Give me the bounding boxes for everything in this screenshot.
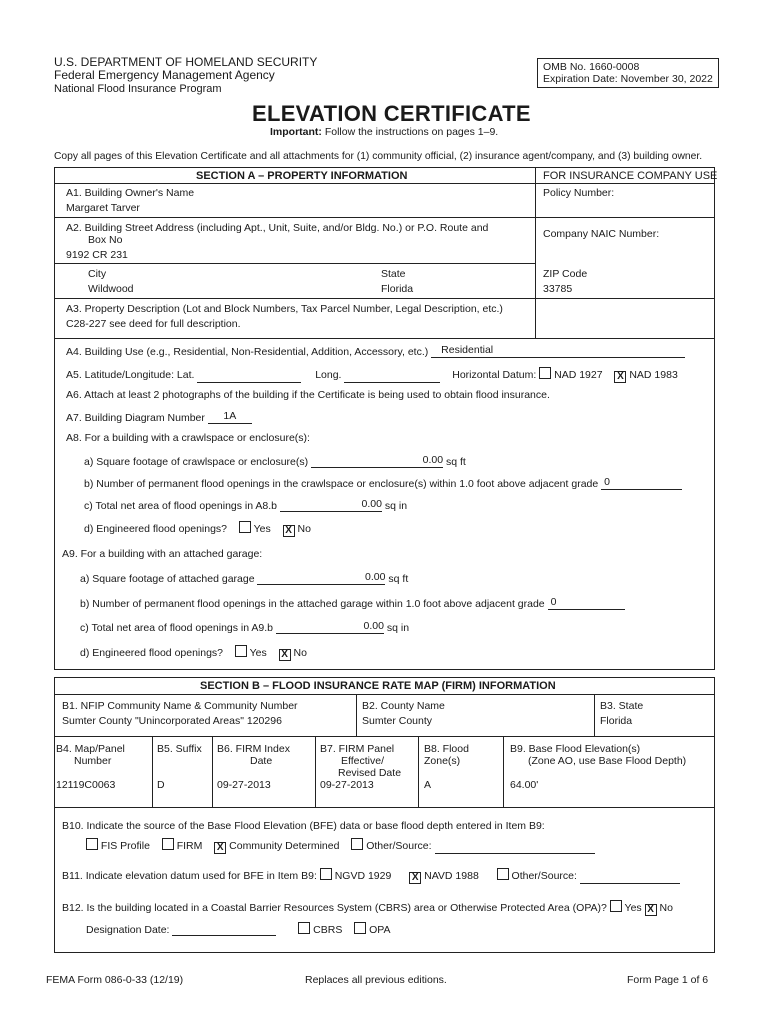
b8-b9-divider <box>503 736 504 807</box>
a9d-yes-label: Yes <box>249 647 267 659</box>
a9b-label: b) Number of permanent flood openings in the attached garage within 1.0 foot above adjacent grade <box>80 598 545 610</box>
a8b-value: 0 <box>604 476 610 488</box>
b8-label: B8. Flood <box>424 743 469 755</box>
important-label: Important: <box>270 126 322 138</box>
a8a-label: a) Square footage of crawlspace or enclosure(s) <box>84 456 309 468</box>
important-text: Follow the instructions on pages 1–9. <box>324 126 499 138</box>
a9b-field[interactable] <box>548 596 625 610</box>
nad1983-checkbox[interactable]: X <box>614 371 626 383</box>
a8d-row <box>84 521 311 537</box>
b3-state-value: Florida <box>600 715 633 727</box>
form-number: FEMA Form 086-0-33 (12/19) <box>46 974 184 986</box>
ngvd1929-label: NGVD 1929 <box>334 870 392 882</box>
designation-row <box>86 922 391 936</box>
a9b-row <box>80 596 625 610</box>
b6-label: B6. FIRM Index <box>217 743 290 755</box>
opa-label: OPA <box>369 924 391 936</box>
city-value: Wildwood <box>88 283 134 295</box>
b11-other-source-checkbox[interactable] <box>497 868 509 880</box>
b11-other-source-label: Other/Source: <box>511 870 577 882</box>
b2-label: B2. County Name <box>362 700 445 712</box>
b9-label-cont: (Zone AO, use Base Flood Depth) <box>528 755 687 767</box>
a8d-label: d) Engineered flood openings? <box>84 523 228 535</box>
b7-label: B7. FIRM Panel <box>320 743 395 755</box>
section-b-title: SECTION B – FLOOD INSURANCE RATE MAP (FIRM) INFORMATION <box>200 680 556 692</box>
community-determined-checkbox[interactable]: X <box>214 842 226 854</box>
a9c-row <box>80 620 409 634</box>
omb-number: OMB No. 1660-0008 <box>543 61 640 73</box>
agency-name: Federal Emergency Management Agency <box>54 68 275 82</box>
a7-row <box>66 410 252 424</box>
a8a-unit: sq ft <box>445 456 466 468</box>
a9d-no-checkbox[interactable]: X <box>279 649 291 661</box>
a2-rule <box>54 263 535 264</box>
b3-label: B3. State <box>600 700 644 712</box>
b11-label: B11. Indicate elevation datum used for BFE in Item B9: <box>62 870 317 882</box>
a8a-field[interactable] <box>311 454 443 468</box>
copy-note: Copy all pages of this Elevation Certificate and all attachments for (1) community official, (2) insurance agent/company, and (3) building owner. <box>54 151 703 162</box>
a8d-no-label: No <box>297 523 311 535</box>
b2-county-value: Sumter County <box>362 715 433 727</box>
insurance-column-divider <box>535 167 536 338</box>
b4-map-panel-value: 12119C0063 <box>56 779 116 791</box>
a4-row <box>66 344 685 358</box>
b5-suffix-value: D <box>157 779 165 791</box>
a9a-row <box>80 571 408 585</box>
zip-value: 33785 <box>543 283 573 295</box>
a8b-row <box>84 476 682 490</box>
a4-building-use-field[interactable] <box>431 344 685 358</box>
latitude-field[interactable] <box>197 369 301 383</box>
b8-flood-zone-value: A <box>424 779 432 791</box>
nad1927-checkbox[interactable] <box>539 367 551 379</box>
b12-label: B12. Is the building located in a Coastal Barrier Resources System (CBRS) area or Otherwise Protected Area (OPA)? <box>62 902 607 914</box>
b10-other-source-label: Other/Source: <box>366 840 432 852</box>
a3-property-description: C28-227 see deed for full description. <box>66 318 241 330</box>
b12-yes-label: Yes <box>624 902 642 914</box>
a3-label: A3. Property Description (Lot and Block Numbers, Tax Parcel Number, Legal Description, etc.) <box>66 303 503 315</box>
b8-label-cont: Zone(s) <box>424 755 461 767</box>
page-title: ELEVATION CERTIFICATE <box>252 101 531 126</box>
a8d-yes-checkbox[interactable] <box>239 521 251 533</box>
b6-index-date-value: 09-27-2013 <box>217 779 271 791</box>
a8-label: A8. For a building with a crawlspace or enclosure(s): <box>66 432 310 444</box>
a5-row <box>66 367 678 383</box>
city-label: City <box>88 268 107 280</box>
b12-no-checkbox[interactable]: X <box>645 904 657 916</box>
b5-label: B5. Suffix <box>157 743 202 755</box>
a9c-unit: sq in <box>386 622 410 634</box>
a9d-no-label: No <box>293 647 307 659</box>
b9-label: B9. Base Flood Elevation(s) <box>510 743 641 755</box>
b7-b8-divider <box>418 736 419 807</box>
policy-number-label: Policy Number: <box>543 187 615 199</box>
a8b-field[interactable] <box>601 476 682 490</box>
a8c-field[interactable] <box>280 498 382 512</box>
a7-diagram-field[interactable] <box>208 410 252 424</box>
a9a-label: a) Square footage of attached garage <box>80 573 255 585</box>
a1-label: A1. Building Owner's Name <box>66 187 195 199</box>
b12-yes-checkbox[interactable] <box>610 900 622 912</box>
opa-checkbox[interactable] <box>354 922 366 934</box>
a9-label: A9. For a building with an attached garage: <box>62 548 263 560</box>
a2-street-address: 9192 CR 231 <box>66 249 128 261</box>
program-name: National Flood Insurance Program <box>54 83 222 95</box>
a4-building-use-value: Residential <box>441 344 494 356</box>
a8d-yes-label: Yes <box>253 523 271 535</box>
a9a-field[interactable] <box>257 571 385 585</box>
designation-date-label: Designation Date: <box>86 924 170 936</box>
omb-box <box>537 58 719 88</box>
a1-owner-name: Margaret Tarver <box>66 202 140 214</box>
a7-label: A7. Building Diagram Number <box>66 412 205 424</box>
nad1983-label: NAD 1983 <box>629 369 678 381</box>
b6-b7-divider <box>315 736 316 807</box>
dept-name: U.S. DEPARTMENT OF HOMELAND SECURITY <box>54 55 318 69</box>
b4-rule <box>54 807 715 808</box>
a9c-field[interactable] <box>276 620 384 634</box>
b4-label-cont: Number <box>74 755 112 767</box>
firm-label: FIRM <box>176 840 203 852</box>
firm-checkbox[interactable] <box>162 838 174 850</box>
a9c-label: c) Total net area of flood openings in A9.b <box>80 622 274 634</box>
a9d-row <box>80 645 307 661</box>
cbrs-label: CBRS <box>313 924 343 936</box>
community-determined-label: Community Determined <box>229 840 340 852</box>
expiration-date: Expiration Date: November 30, 2022 <box>543 73 713 85</box>
b12-row <box>62 900 673 916</box>
state-value: Florida <box>381 283 414 295</box>
section-a-title: SECTION A – PROPERTY INFORMATION <box>196 170 408 182</box>
a2-label: A2. Building Street Address (including Apt., Unit, Suite, and/or Bldg. No.) or P.O. Route and <box>66 222 489 234</box>
a9b-value: 0 <box>550 596 557 608</box>
a9d-label: d) Engineered flood openings? <box>80 647 224 659</box>
b1-b2-divider <box>356 694 357 736</box>
designation-date-field[interactable] <box>172 922 276 936</box>
b11-row <box>62 868 680 884</box>
a3-rule <box>54 338 715 339</box>
a8d-no-checkbox[interactable]: X <box>283 525 295 537</box>
a4-label: A4. Building Use (e.g., Residential, Non-Residential, Addition, Accessory, etc.) <box>66 346 429 358</box>
b1-community-value: Sumter County "Unincorporated Areas" 120296 <box>62 715 282 727</box>
navd1988-checkbox[interactable]: X <box>409 872 421 884</box>
a9a-value: 0.00 <box>365 571 386 583</box>
a9a-unit: sq ft <box>388 573 409 585</box>
a8a-row <box>84 454 466 468</box>
b4-label: B4. Map/Panel <box>56 743 125 755</box>
page-number: Form Page 1 of 6 <box>627 974 709 986</box>
cbrs-checkbox[interactable] <box>298 922 310 934</box>
state-label: State <box>381 268 406 280</box>
a8b-label: b) Number of permanent flood openings in the crawlspace or enclosure(s) within 1.0 foot above adjacent grade <box>84 478 599 490</box>
b9-bfe-value: 64.00' <box>510 779 539 791</box>
b12-no-label: No <box>659 902 673 914</box>
b2-b3-divider <box>594 694 595 736</box>
ngvd1929-checkbox[interactable] <box>320 868 332 880</box>
zip-label: ZIP Code <box>543 268 588 280</box>
a9c-value: 0.00 <box>363 620 384 632</box>
b10-options-row <box>86 838 595 854</box>
a9d-yes-checkbox[interactable] <box>235 645 247 657</box>
replaces-note: Replaces all previous editions. <box>305 974 447 986</box>
naic-number-label: Company NAIC Number: <box>543 228 660 240</box>
a8c-value: 0.00 <box>361 498 382 510</box>
insurance-company-use-header: FOR INSURANCE COMPANY USE <box>543 170 718 182</box>
horizontal-datum-label: Horizontal Datum: <box>452 369 537 381</box>
b4-b5-divider <box>152 736 153 807</box>
a8c-label: c) Total net area of flood openings in A8.b <box>84 500 278 512</box>
section-b-header-rule <box>54 694 715 695</box>
b6-label-cont: Date <box>250 755 273 767</box>
b7-panel-date-value: 09-27-2013 <box>320 779 374 791</box>
important-note <box>270 126 498 138</box>
longitude-field[interactable] <box>344 369 440 383</box>
navd1988-label: NAVD 1988 <box>424 870 479 882</box>
a7-diagram-value: 1A <box>223 410 237 422</box>
b10-label: B10. Indicate the source of the Base Flood Elevation (BFE) data or base flood depth entered in Item B9: <box>62 820 545 832</box>
section-a-header-rule <box>54 183 715 184</box>
a8c-unit: sq in <box>384 500 408 512</box>
a1-rule <box>54 217 715 218</box>
fis-profile-checkbox[interactable] <box>86 838 98 850</box>
longitude-label: Long. <box>315 369 342 381</box>
b1-label: B1. NFIP Community Name & Community Number <box>62 700 298 712</box>
nad1927-label: NAD 1927 <box>554 369 603 381</box>
a2-label-cont: Box No <box>88 234 123 246</box>
b10-other-source-field[interactable] <box>435 840 595 854</box>
b7-label-cont2: Revised Date <box>338 767 402 779</box>
city-rule <box>54 298 715 299</box>
a8a-value: 0.00 <box>422 454 444 466</box>
a5-label: A5. Latitude/Longitude: Lat. <box>66 369 195 381</box>
b10-other-source-checkbox[interactable] <box>351 838 363 850</box>
b1-rule <box>54 736 715 737</box>
b5-b6-divider <box>212 736 213 807</box>
fis-profile-label: FIS Profile <box>100 840 150 852</box>
b11-other-source-field[interactable] <box>580 870 680 884</box>
a8c-row <box>84 498 407 512</box>
a6-text: A6. Attach at least 2 photographs of the building if the Certificate is being used to obtain flood insurance. <box>66 389 550 401</box>
b7-label-cont: Effective/ <box>341 755 384 767</box>
